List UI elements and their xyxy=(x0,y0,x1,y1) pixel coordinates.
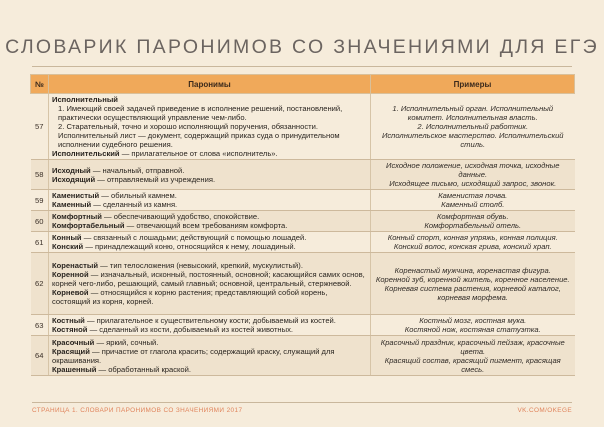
paronym-word: Исходящий xyxy=(52,174,96,184)
paronym-definition: — сделанный из камня. xyxy=(91,200,178,209)
paronyms-table xyxy=(30,74,575,376)
paronyms-cell xyxy=(49,190,371,211)
table-row xyxy=(31,160,575,190)
table-row xyxy=(31,315,575,336)
examples-cell xyxy=(371,160,575,190)
paronym-word: Корневой xyxy=(52,288,89,297)
examples-cell xyxy=(371,336,575,376)
example-text: Исходящее письмо, исходящий запрос, звонок. xyxy=(389,179,557,188)
example-text: Костяной нож, костяная статуэтка. xyxy=(404,325,541,334)
paronym-definition: — принадлежащий коню, относящийся к нему, лошадиный. xyxy=(83,242,296,251)
paronym-word: Исполнительский xyxy=(52,149,120,158)
examples-cell xyxy=(371,190,575,211)
paronym-definition: — относящийся к корню растения; представляющий собой корень, состоящий из корня, корней. xyxy=(52,288,328,306)
table-row xyxy=(31,211,575,232)
table-row xyxy=(31,336,575,376)
paronyms-cell xyxy=(49,336,371,376)
footer-page-info: СТРАНИЦА 1. СЛОВАРИ ПАРОНИМОВ СО ЗНАЧЕНИЯМИ 2017 xyxy=(32,407,243,414)
paronym-word: Исполнительный xyxy=(52,95,118,104)
paronym-definition: — причастие от глагола красить; содержащий краску, служащий для окрашивания. xyxy=(52,346,335,365)
paronym-definition: — сделанный из кости, добываемый из костей животных. xyxy=(87,325,293,334)
title-divider xyxy=(32,66,572,67)
paronyms-cell xyxy=(49,211,371,232)
paronym-word: Красочный xyxy=(52,337,95,347)
paronym-word: Каменистый xyxy=(52,191,100,200)
paronym-definition: — обработанный краской. xyxy=(96,364,191,374)
table-row xyxy=(31,94,575,160)
example-text: Костный мозг, костная мука. xyxy=(419,316,527,325)
paronym-word: Исходный xyxy=(52,165,91,175)
paronyms-cell xyxy=(49,232,371,253)
row-number: 64 xyxy=(31,336,49,376)
row-number: 58 xyxy=(31,160,49,190)
paronym-definition: — отвечающий всем требованиям комфорта. xyxy=(124,221,288,230)
paronyms-cell xyxy=(49,160,371,190)
paronym-definition: — отправляемый из учреждения. xyxy=(95,174,216,184)
example-text: Комфортная обувь. xyxy=(436,212,509,221)
table-header xyxy=(31,75,575,94)
example-text: Коренастый мужчина, коренастая фигура. xyxy=(394,265,551,275)
paronym-definition: — прилагательное к существительному кости; добываемый из костей. xyxy=(84,316,336,325)
example-text: Коренной зуб, коренной житель, коренное население. xyxy=(375,274,570,284)
header-examples: Примеры xyxy=(371,75,575,94)
paronym-definition: — связанный с лошадьми; действующий с помощью лошадей. xyxy=(81,233,307,242)
paronym-word: Комфортабельный xyxy=(52,221,125,230)
paronym-definition: — изначальный, исконный, постоянный, основной; касающийся самих основ, корней чего-либо, решающий, самый главный; основной, центральный, стержневой. xyxy=(52,270,365,288)
example-text: Исполнительское мастерство. Исполнительский стиль. xyxy=(381,131,564,149)
row-number: 61 xyxy=(31,232,49,253)
example-text: Исходное положение, исходная точка, исходные данные. xyxy=(386,161,560,179)
example-text: Красящий состав, красящий пигмент, красящая смесь. xyxy=(384,355,561,374)
row-number: 63 xyxy=(31,315,49,336)
paronym-word: Костяной xyxy=(52,325,88,334)
examples-cell xyxy=(371,232,575,253)
header-num: № xyxy=(31,75,49,94)
paronym-word: Конский xyxy=(52,242,84,251)
example-text: Конный спорт, конная упряжь, конная полиция. xyxy=(387,233,558,242)
paronym-definition: Имеющий своей задачей приведение в исполнение решений, постановлений, практически осуществляющий управление чем-либо. xyxy=(58,104,343,122)
row-number: 62 xyxy=(31,253,49,315)
paronym-definition: — обеспечивающий удобство, спокойствие. xyxy=(101,212,260,221)
paronym-definition: — тип телосложения (невысокий, крепкий, мускулистый). xyxy=(98,261,303,270)
paronym-word: Коренной xyxy=(52,270,89,279)
footer-divider xyxy=(32,402,572,403)
example-text: 1. Исполнительный орган. Исполнительный комитет. Исполнительная власть. xyxy=(392,104,554,122)
paronym-definition: — начальный, отправной. xyxy=(90,165,185,175)
table-row xyxy=(31,190,575,211)
example-text: Каменистая почва. xyxy=(438,191,508,200)
row-number: 60 xyxy=(31,211,49,232)
table-row xyxy=(31,253,575,315)
paronym-word: Крашенный xyxy=(52,364,97,374)
examples-cell xyxy=(371,94,575,160)
table-row xyxy=(31,232,575,253)
footer-link[interactable]: VK.COM/OKEGE xyxy=(517,407,572,414)
paronyms-cell xyxy=(49,253,371,315)
example-text: Корневая система растения, корневой каталог, корневая морфема. xyxy=(384,283,561,302)
paronym-word: Коренастый xyxy=(52,261,99,270)
example-text: Красочный праздник, красочный пейзаж, красочные цвета. xyxy=(380,337,565,356)
header-paronyms: Паронимы xyxy=(49,75,371,94)
paronyms-cell: Исполнительный 1. Имеющий своей задачей приведение в исполнение решений, постановлений, практически осуществляющий управление чем-либо. 2. Старательный, точно и хорошо исполняющий поручения, обязанности. Исполнительный лист — документ, содержащий приказ суда о принудительном исполнении судебного решения. Исполнительский — прилагательное от слова «исполнитель». xyxy=(49,94,371,160)
example-text: Комфортабельный отель. xyxy=(424,221,522,230)
paronym-definition: — обильный камнем. xyxy=(99,191,177,200)
paronym-word: Костный xyxy=(52,316,85,325)
paronym-word: Комфортный xyxy=(52,212,102,221)
paronym-definition: Старательный, точно и хорошо исполняющий поручения, обязанности. Исполнительный лист — документ, содержащий приказ суда о принудительном исполнении судебного решения. xyxy=(58,122,340,149)
paronym-definition: — яркий, сочный. xyxy=(94,337,159,347)
example-text: 2. Исполнительный работник. xyxy=(417,122,529,131)
row-number: 59 xyxy=(31,190,49,211)
paronym-definition: — прилагательное от слова «исполнитель». xyxy=(119,149,278,158)
examples-cell xyxy=(371,253,575,315)
row-number: 57 xyxy=(31,94,49,160)
example-text: Каменный столб. xyxy=(441,200,505,209)
paronyms-cell xyxy=(49,315,371,336)
page-title: СЛОВАРИК ПАРОНИМОВ СО ЗНАЧЕНИЯМИ ДЛЯ ЕГЭ xyxy=(5,36,599,58)
example-text: Конский волос, конская грива, конский храп. xyxy=(393,242,552,251)
paronym-word: Конный xyxy=(52,233,82,242)
examples-cell xyxy=(371,315,575,336)
examples-cell xyxy=(371,211,575,232)
paronym-word: Каменный xyxy=(52,200,92,209)
paronym-word: Красящий xyxy=(52,346,90,356)
